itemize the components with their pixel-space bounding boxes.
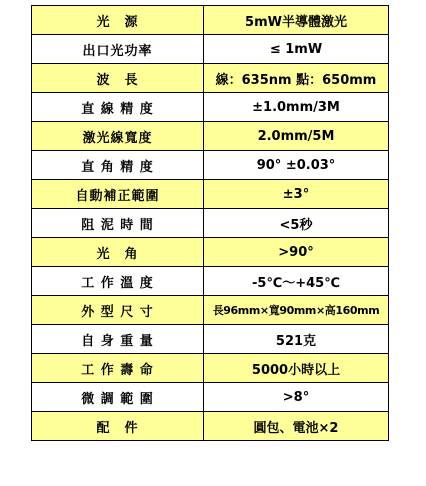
spec-row-weight (32, 325, 389, 354)
spec-label: 光 角 (32, 238, 204, 267)
spec-label: 阻 泥 時 間 (32, 209, 204, 238)
spec-row-line-accuracy (32, 93, 389, 122)
spec-value: ≤ 1mW (204, 35, 389, 64)
spec-label: 光 源 (32, 6, 204, 35)
spec-value: 521克 (204, 325, 389, 354)
spec-label: 出口光功率 (32, 35, 204, 64)
spec-label: 激光線寬度 (32, 122, 204, 151)
spec-row-light-source (32, 6, 389, 35)
spec-row-fine-adjust-range (32, 383, 389, 412)
spec-label: 微 調 範 圍 (32, 383, 204, 412)
spec-row-accessories (32, 412, 389, 441)
spec-row-beam-angle (32, 238, 389, 267)
spec-label: 工 作 溫 度 (32, 267, 204, 296)
spec-label: 波 長 (32, 64, 204, 93)
spec-row-damping-time (32, 209, 389, 238)
spec-row-wavelength (32, 64, 389, 93)
spec-row-service-life (32, 354, 389, 383)
spec-value: 90° ±0.03° (204, 151, 389, 180)
spec-value: <5秒 (204, 209, 389, 238)
spec-value: 5mW半導體激光 (204, 6, 389, 35)
spec-row-dimensions (32, 296, 389, 325)
spec-label: 直 角 精 度 (32, 151, 204, 180)
spec-row-line-width (32, 122, 389, 151)
spec-label: 工 作 壽 命 (32, 354, 204, 383)
spec-label: 自動補正範圍 (32, 180, 204, 209)
spec-value: 2.0mm/5M (204, 122, 389, 151)
spec-value: 線：635nm 點：650mm (204, 64, 389, 93)
spec-label: 外 型 尺 寸 (32, 296, 204, 325)
spec-value: ±3° (204, 180, 389, 209)
spec-value: >90° (204, 238, 389, 267)
spec-value: ±1.0mm/3M (204, 93, 389, 122)
spec-value: >8° (204, 383, 389, 412)
spec-value: 圓包、電池×2 (204, 412, 389, 441)
spec-row-operating-temperature (32, 267, 389, 296)
spec-label: 配 件 (32, 412, 204, 441)
spec-row-output-power (32, 35, 389, 64)
spec-value: -5℃～+45℃ (204, 267, 389, 296)
spec-label: 直 線 精 度 (32, 93, 204, 122)
spec-value: 長96mm×寬90mm×高160mm (204, 296, 389, 325)
spec-row-self-leveling-range (32, 180, 389, 209)
spec-label: 自 身 重 量 (32, 325, 204, 354)
spec-value: 5000小時以上 (204, 354, 389, 383)
spec-table (31, 5, 389, 441)
spec-row-right-angle-accuracy (32, 151, 389, 180)
